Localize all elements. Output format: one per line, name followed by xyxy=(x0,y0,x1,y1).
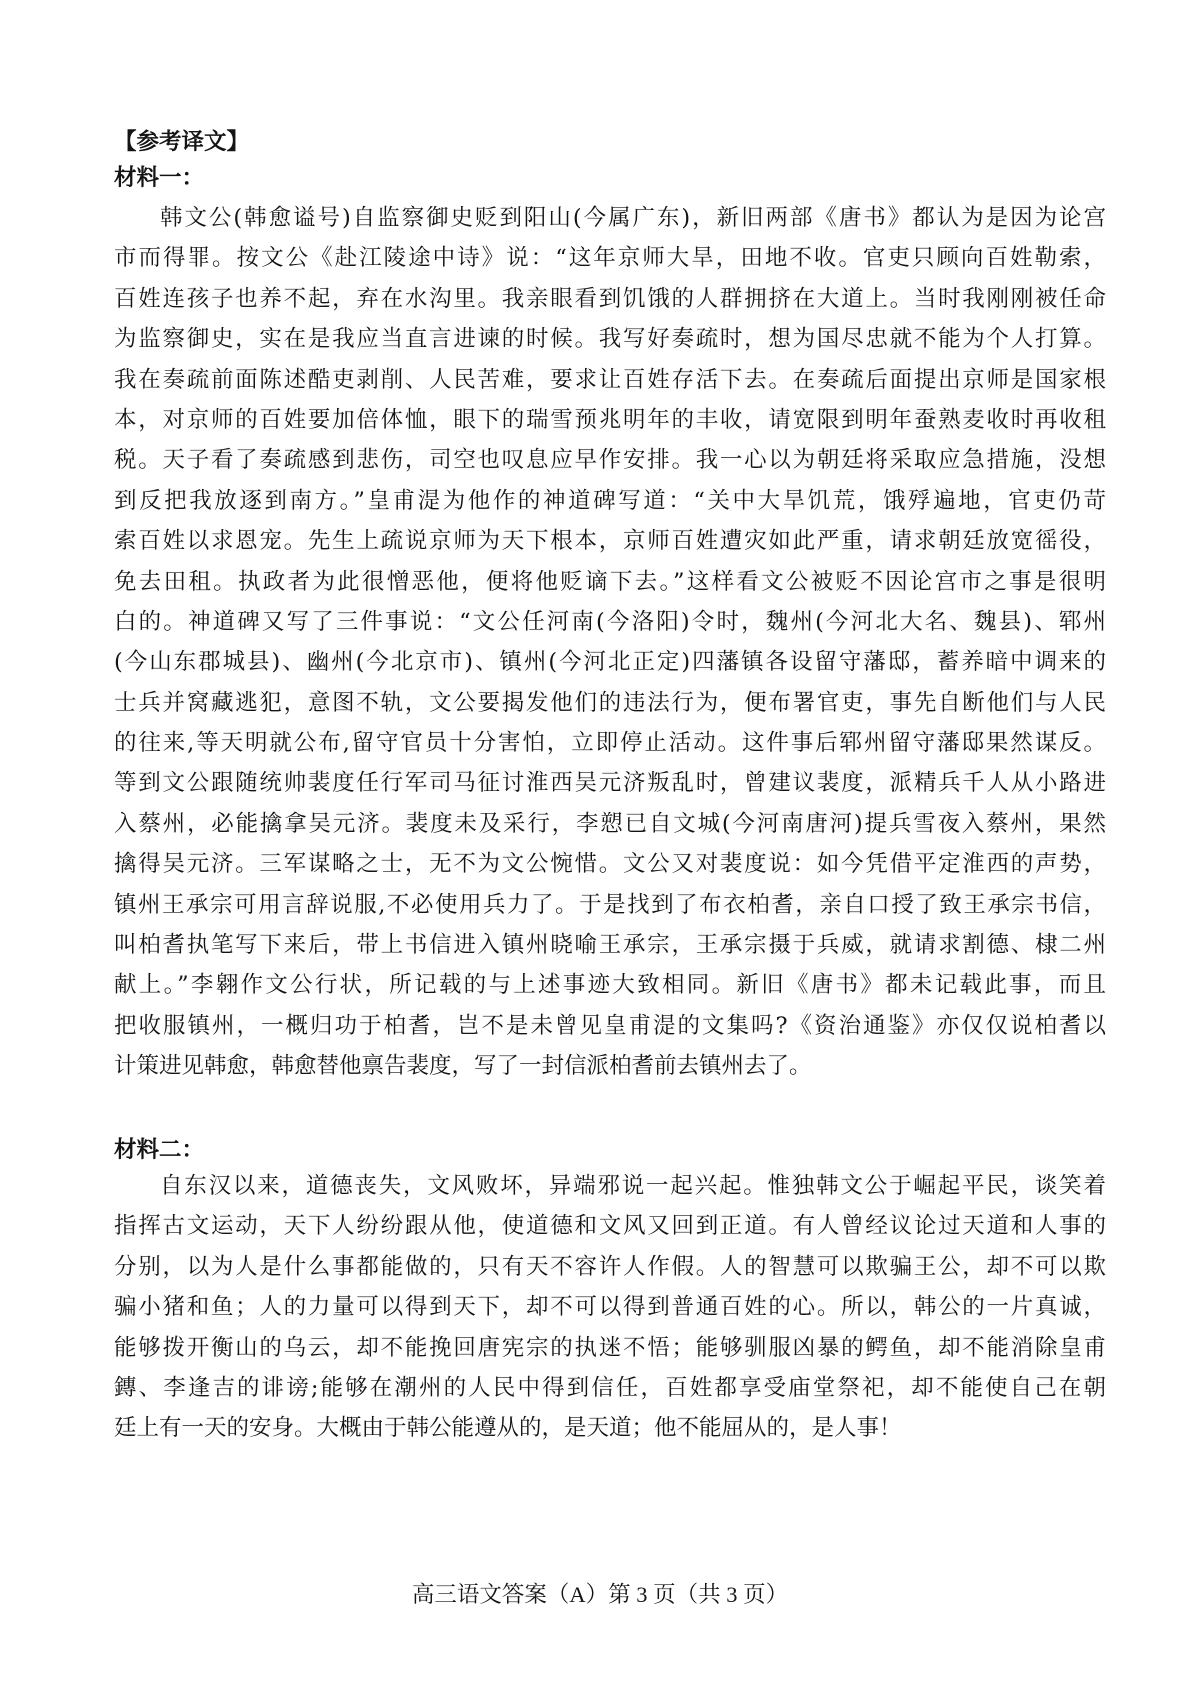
material1-paragraph xyxy=(114,198,1106,1087)
material1-line-18: 镇州王承宗可用言辞说服,不必使用兵力了。于是找到了布衣柏耆，亲自口授了致王承宗书信， xyxy=(114,891,1106,918)
material1-line-7: 税。天子看了奏疏感到悲伤，司空也叹息应早作安排。我一心以为朝廷将采取应急措施，没想 xyxy=(114,447,1106,474)
material2-paragraph xyxy=(114,1166,1106,1449)
material1-label-block xyxy=(114,158,1106,198)
material2-line-2: 指挥古文运动，天下人纷纷跟从他，使道德和文风又回到正道。有人曾经议论过天道和人事的 xyxy=(114,1213,1106,1240)
material1-line-17: 擒得吴元济。三军谋略之士，无不为文公惋惜。文公又对裴度说：如今凭借平定淮西的声势， xyxy=(114,851,1106,878)
section-label-material2: 材料二： xyxy=(114,1137,205,1163)
material1-line-15: 等到文公跟随统帅裴度任行军司马征讨淮西吴元济叛乱时，曾建议裴度，派精兵千人从小路进 xyxy=(114,770,1106,797)
material1-line-5: 我在奏疏前面陈述酷吏剥削、人民苦难，要求让百姓存活下去。在奏疏后面提出京师是国家根 xyxy=(114,366,1106,393)
material2-line-5: 能够拨开衡山的乌云，却不能挽回唐宪宗的执迷不悟；能够驯服凶暴的鳄鱼，却不能消除皇甫 xyxy=(114,1334,1106,1361)
material1-line-19: 叫柏耆执笔写下来后，带上书信进入镇州晓喻王承宗，王承宗摄于兵威，就请求割德、棣二州 xyxy=(114,932,1106,959)
material1-line-16: 入蔡州，必能擒拿吴元济。裴度未及采行，李愬已自文城(今河南唐河)提兵雪夜入蔡州，果然 xyxy=(114,810,1106,837)
material2-label-block xyxy=(114,1130,1106,1170)
material1-line-22: 计策进见韩愈，韩愈替他禀告裴度，写了一封信派柏耆前去镇州去了。 xyxy=(114,1053,812,1080)
material1-line-21: 把收服镇州，一概归功于柏耆，岂不是未曾见皇甫湜的文集吗?《资治通鉴》亦仅仅说柏耆以 xyxy=(114,1012,1106,1039)
material1-line-6: 本，对京师的百姓要加倍体恤，眼下的瑞雪预兆明年的丰收，请宽限到明年蚕熟麦收时再收租 xyxy=(114,406,1106,433)
material1-line-10: 免去田租。执政者为此很憎恶他，便将他贬谪下去。”这样看文公被贬不因论宫市之事是很明 xyxy=(114,568,1106,595)
page-heading: 【参考译文】 xyxy=(114,129,250,155)
material2-line-6: 鏄、李逢吉的诽谤;能够在潮州的人民中得到信任，百姓都享受庙堂祭祀，却不能使自己在朝 xyxy=(114,1374,1106,1401)
material2-line-7: 廷上有一天的安身。大概由于韩公能遵从的，是天道；他不能屈从的，是人事！ xyxy=(114,1415,902,1442)
material1-line-8: 到反把我放逐到南方。”皇甫湜为他作的神道碑写道：“关中大旱饥荒，饿殍遍地，官吏仍苛 xyxy=(114,487,1106,514)
material1-line-20: 献上。”李翱作文公行状，所记载的与上述事迹大致相同。新旧《唐书》都未记载此事，而且 xyxy=(114,972,1106,999)
material1-line-13: 士兵并窝藏逃犯，意图不轨，文公要揭发他们的违法行为，便布署官吏，事先自断他们与人民 xyxy=(114,689,1106,716)
material2-line-1: 自东汉以来，道德丧失，文风败坏，异端邪说一起兴起。惟独韩文公于崛起平民，谈笑着 xyxy=(160,1173,1106,1199)
material2-line-3: 分别，以为人是什么事都能做的，只有天不容许人作假。人的智慧可以欺骗王公，却不可以欺 xyxy=(114,1253,1106,1280)
page-footer: 高三语文答案（A）第 3 页（共 3 页） xyxy=(411,1582,789,1607)
material1-line-1: 韩文公(韩愈谥号)自监察御史贬到阳山(今属广东)，新旧两部《唐书》都认为是因为论宫 xyxy=(160,205,1106,231)
material1-line-2: 市而得罪。按文公《赴江陵途中诗》说：“这年京师大旱，田地不收。官吏只顾向百姓勒索， xyxy=(114,245,1106,272)
section-label-material1: 材料一： xyxy=(114,165,205,191)
material1-line-14: 的往来,等天明就公布,留守官员十分害怕，立即停止活动。这件事后郓州留守藩邸果然谋反。 xyxy=(114,730,1106,757)
material1-line-12: (今山东郡城县)、幽州(今北京市)、镇州(今河北正定)四藩镇各设留守藩邸，蓄养暗中调来的 xyxy=(114,649,1106,676)
material1-line-11: 白的。神道碑又写了三件事说：“文公任河南(今洛阳)令时，魏州(今河北大名、魏县)、郓州 xyxy=(114,608,1106,635)
material2-line-4: 骗小猪和鱼；人的力量可以得到天下，却不可以得到普通百姓的心。所以，韩公的一片真诚， xyxy=(114,1294,1106,1321)
material1-line-4: 为监察御史，实在是我应当直言进谏的时候。我写好奏疏时，想为国尽忠就不能为个人打算。 xyxy=(114,326,1106,353)
material1-line-3: 百姓连孩子也养不起，弃在水沟里。我亲眼看到饥饿的人群拥挤在大道上。当时我刚刚被任命 xyxy=(114,285,1106,312)
material1-line-9: 索百姓以求恩宠。先生上疏说京师为天下根本，京师百姓遭灾如此严重，请求朝廷放宽徭役， xyxy=(114,528,1106,555)
heading-block xyxy=(114,122,1106,162)
